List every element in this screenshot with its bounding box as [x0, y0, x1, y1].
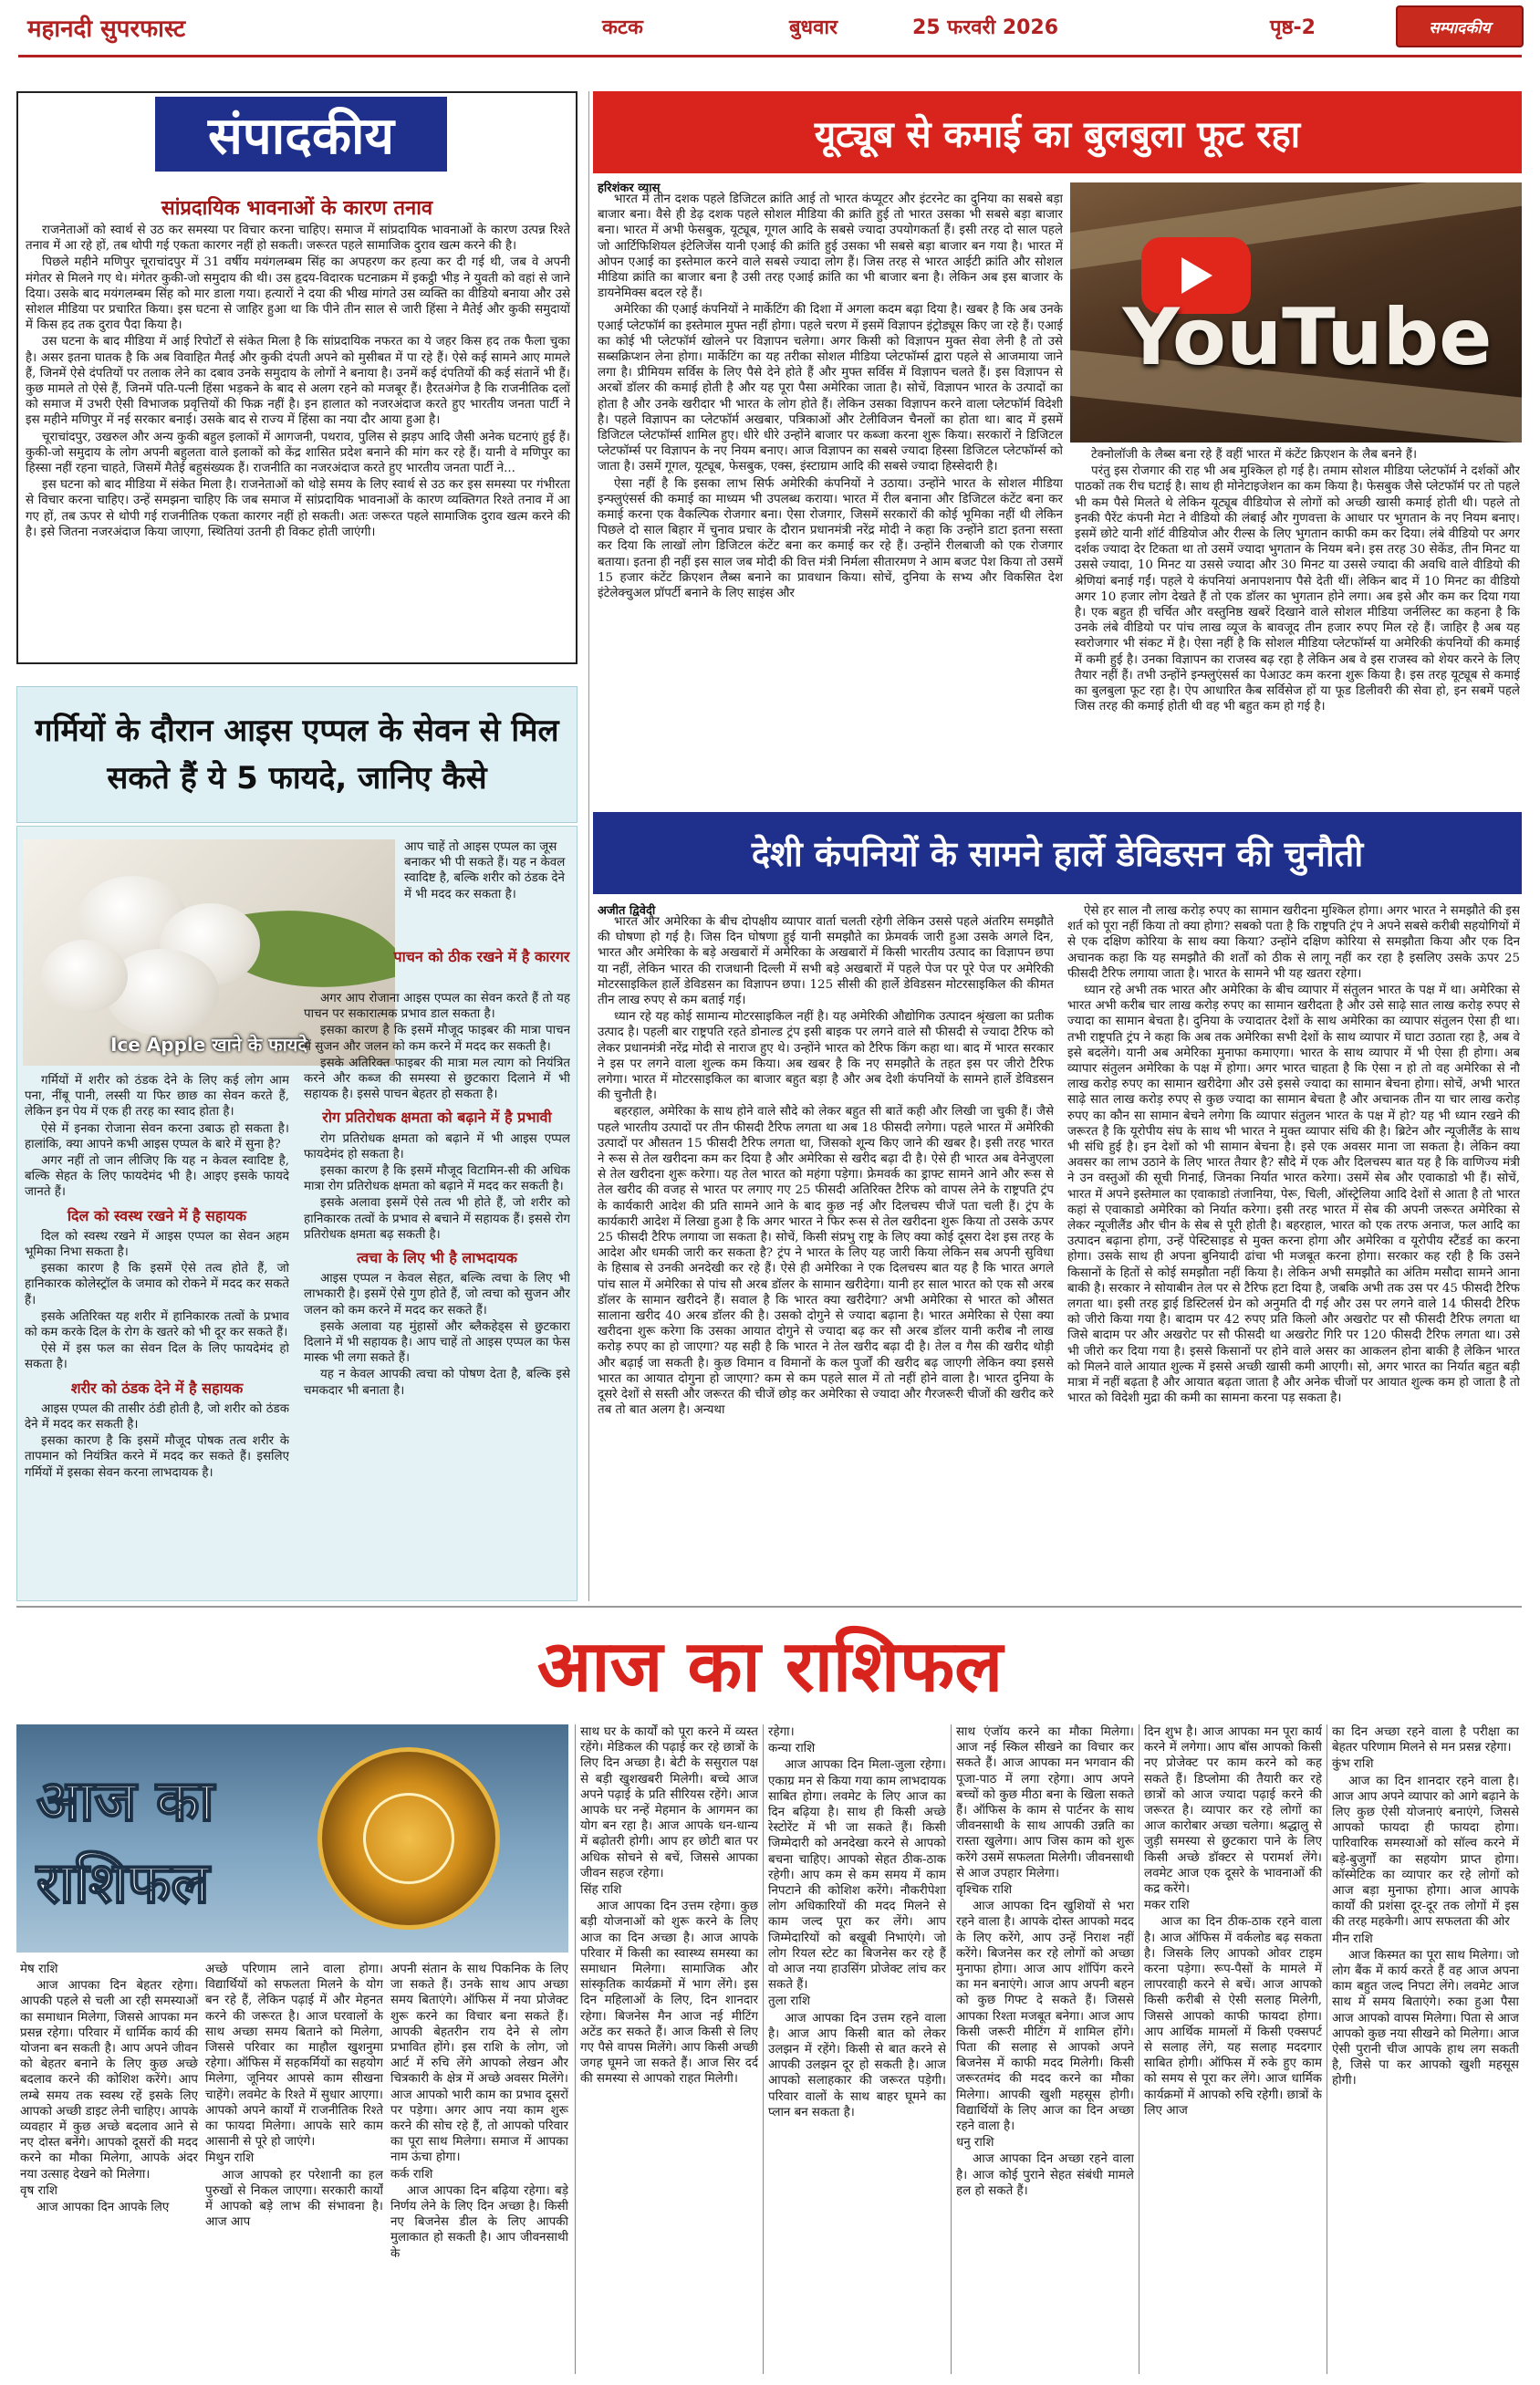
rashi-heading: कुंभ राशि — [1332, 1757, 1374, 1772]
harley-para: ध्यान रहे यह कोई सामान्य मोटरसाइकिल नहीं है। यह अमेरिकी औद्योगिक उत्पादन श्रृंखला का प्रतीक उत्पाद है। पहली बार राष्ट्रपति रहते डोनाल्ड ट्रंप इसी बाइक पर लगने वाले सौ फीसदी से ज्यादा टैरिफ को लेकर प्रधानमंत्री नरेंद्र मोदी से नाराज हुए थे। उन्होंने भारत को टैरिफ किंग कहा था। बाद में भारत सरकार ने इस पर लगने वाला शुल्क कम किया। अब खबर है कि नए समझौते के तहत इस पर जीरो टैरिफ लगेगा। भारत में मोटरसाइकिल का बाजार बहुत बड़ा है और अब देशी कंपनियों के सामने हार्ले डेविडसन की चुनौती है। — [598, 1010, 1054, 1103]
section-badge — [1396, 5, 1524, 47]
iceapple-para: ऐसे में इनका रोजाना सेवन करना उबाऊ हो सकता है। हालांकि, क्या आपने कभी आइस एप्पल के बारे में सुना है? — [25, 1121, 289, 1151]
harley-para: ऐसे हर साल नौ लाख करोड़ रुपए का सामान खरीदना मुश्किल होगा। अगर भारत ने समझौते की इस शर्त को पूरा नहीं किया तो क्या होगा? सबको पता है कि राष्ट्रपति ट्रंप ने अपने सबसे करीबी सहयोगियों में से एक दक्षिण कोरिया के साथ क्या किया? उन्होंने दक्षिण कोरिया से समझौता किया और एक दिन अचानक कहा कि यह समझौते की शर्तों को ठीक से लागू नहीं कर रहा है इसलिए उसके ऊपर 25 फीसदी टैरिफ लगाया जाता है। भारत के सामने भी यह खतरा रहेगा। — [1067, 904, 1520, 981]
rashi-text: अच्छे परिणाम लाने वाला होगा। विद्यार्थियों को सफलता मिलने के योग बन रहे हैं, लेकिन पढ़ाई में और मेहनत करने की जरूरत है। आज घरवालों के साथ अच्छा समय बिताने को मिलेगा, जिससे परिवार का माहौल खुशनुमा रहेगा। ऑफिस में सहकर्मियों का सहयोग मिलेगा, जूनियर आपसे काम सीखना चाहेंगे। लवमेट के रिश्ते में सुधार आएगा। आपको अपने कार्यों में राजनीतिक रिश्ते का फायदा मिलेगा। आपके सारे काम आसानी से पूरे हो जाएंगे। — [205, 1963, 383, 2150]
editorial-masthead-text: संपादकीय — [208, 107, 394, 166]
rashifal-banner: आज का राशिफल — [536, 1626, 1004, 1708]
rashi-heading: मकर राशि — [1144, 1899, 1190, 1913]
rashi-text: आज किस्मत का पूरा साथ मिलेगा। जो लोग बैंक में कार्य करते हैं वह आज अपना काम बहुत जल्द निपटा लेंगे। लवमेट आज साथ में समय बिताएंगे। रुका हुआ पैसा आज आपको वापस मिलेगा। पिता से आज आपको कुछ नया सीखने को मिलेगा। आज ऐसी पुरानी चीज आपके हाथ लग सकती है, जिसे पा कर आपको खुशी महसूस होगी। — [1332, 1948, 1519, 2088]
iceapple-para: अगर नहीं तो जान लीजिए कि यह न केवल स्वादिष्ट है, बल्कि सेहत के लिए फायदेमंद भी है। आइए इसके फायदे जानते हैं। — [25, 1154, 289, 1200]
page-header — [0, 0, 1540, 53]
rashi-text: आज आपका दिन बेहतर रहेगा। आपकी पहले से चली आ रही समस्याओं का समाधान मिलेगा, जिससे आपका मन प्रसन्न रहेगा। परिवार में धार्मिक कार्य की योजना बन सकती है। आप अपने जीवन को बेहतर बनाने के लिए कुछ अच्छे बदलाव करने की कोशिश करेंगे। आप लम्बे समय तक स्वस्थ रहें इसके लिए आपको अच्छी डाइट लेनी चाहिए। आपके व्यवहार में कुछ अच्छे बदलाव आने से नए दोस्त बनेंगे। आपको दूसरों की मदद करने का मौका मिलेगा, आपके अंदर नया उत्साह देखने को मिलेगा। — [20, 1979, 198, 2182]
rashifal-image-line2: राशिफल — [36, 1849, 210, 1916]
iceapple-sub-skin: त्वचा के लिए भी है लाभदायक — [357, 1249, 517, 1267]
iceapple-intro: आप चाहें तो आइस एप्पल का जूस बनाकर भी पी सकते हैं। यह न केवल स्वादिष्ट है, बल्कि शरीर को ठंडक देने में भी मदद कर सकता है। — [404, 840, 566, 901]
harley-para: ध्यान रहे अभी तक भारत और अमेरिका के बीच व्यापार में संतुलन भारत के पक्ष में था। अमेरिका से भारत अभी करीब चार लाख करोड़ रुपए का सामान खरीदता है और उसे साढ़े सात लाख करोड़ रुपए से ज्यादा का सामान बेचता है। दुनिया के ज्यादातर देशों के साथ अमेरिका का व्यापार संतुलन ऐसा ही था। तभी राष्ट्रपति ट्रंप ने कहा कि अब तक अमेरिका सभी देशों के साथ व्यापार में घाटा उठाता रहा है, अब वे इसे बदलेंगे। यानी अब अमेरिका मुनाफा कमाएगा। भारत के साथ व्यापार में भी ऐसा ही होगा। अब व्यापार संतुलन अमेरिका के पक्ष में होगा। अगर भारत चाहता है कि ऐसा न हो तो वह अमेरिका से नौ लाख करोड़ रुपए का सामान खरीदेगा और उसे इससे ज्यादा का सामान बेचना होगा। सोचें, अभी भारत साढ़े सात लाख करोड़ रुपए से कुछ ज्यादा का सामान बेचता है और अचानक तीन या चार लाख करोड़ रुपए का कौन सा सामान बेचने लगेगा कि व्यापार संतुलन भारत के पक्ष में हो? यह भी ध्यान रखने की जरूरत है कि यूरोपीय संघ के साथ भी भारत ने मुक्त व्यापार संधि की है। ब्रिटेन और न्यूजीलैंड के साथ भी संधि हुई है। इन देशों को भी सामान बेचना है। इसे एक अवसर माना जा सकता है। लेकिन क्या अवसर का लाभ उठाने के लिए भारत तैयार है? सौदे में एक और दिलचस्प बात यह है कि वाणिज्य मंत्री ने उन वस्तुओं की सूची गिनाई, जिनका निर्यात भारत करेगा। उसमें सेब और एवाकाडो भी हैं। सोचें, भारत में अपने इस्तेमाल का एवाकाडो तंजानिया, पेरू, चिली, ऑस्ट्रेलिया आदि देशों से आता है तो भारत कहां से एवाकाडो अमेरिका को निर्यात करेगा। इसी तरह भारत में सेब की अपनी जरूरत अमेरिका से लेकर न्यूजीलैंड और चीन के सेब से पूरी होती है। बहरहाल, भारत को एक तरफ अनाज, फल आदि का उत्पादन बढ़ाना होगा, उन्हें पेस्टिसाइड से मुक्त करना होगा और अमेरिका व यूरोपीय स्टैंडर्ड का करना होगा। उसके साथ ही अपना बुनियादी ढांचा भी मजबूत करना होगा। सरकार कह रही है कि उसने किसानों के हितों से कोई समझौता नहीं किया है। लेकिन अभी समझौते का अंतिम मसौदा सामने आना बाकी है। सरकार ने सोयाबीन तेल पर से टैरिफ हटा दिया है, जबकि अभी तक उस पर 45 फीसदी टैरिफ लगता था। इसी तरह ड्राई डिस्टिलर्स ग्रेन को अनुमति दी गई और उस पर लगने वाले 14 फीसदी टैरिफ को जीरो किया गया है। बादाम पर 42 रुपए प्रति किलो और अखरोट पर सौ फीसदी टैरिफ लगता था जिसे बादाम पर और अखरोट पर सौ फीसदी था अखरोट गिरि पर 120 फीसदी टैरिफ लगता था। उसे भी जीरो कर दिया गया है। इससे किसानों पर होने वाले असर का आकलन होना बाकी है लेकिन भारत को मिलने वाले आयात शुल्क में इससे अच्छी खासी कमी आएगी। सो, अगर भारत का निर्यात बहुत बड़ी मात्रा में नहीं बढ़ता है और आयात बढ़ता जाता है और अनेक चीजों पर आयात शुल्क कम हो जाता है तो भारत को विदेशी मुद्रा की कमी का सामना करना पड़ सकता है। — [1067, 984, 1520, 1406]
iceapple-para: इसका कारण है कि इसमें ऐसे तत्व होते हैं, जो हानिकारक कोलेस्ट्रॉल के जमाव को रोकने में मदद कर सकते हैं। — [25, 1262, 289, 1307]
rashifal-col-6 — [956, 1724, 1134, 2372]
editorial-body — [26, 223, 570, 661]
harley-body-right — [1067, 903, 1520, 1600]
editorial-para: इस घटना को बाद मीडिया में संकेत मिला है। राजनेताओं को थोड़े समय के लिए स्वार्थ से उठ कर इस समस्या पर गंभीरता से विचार करना चाहिए। उन्हें समझना चाहिए कि जब समाज में सांप्रदायिक भावनाओं के कारण व्यक्तिगत रिश्ते तनाव में आ गए हों, तब ऊपर से थोपी गई राजनीतिक एकता कारगर नहीं हो सकती। अतः जरूरत पहले सामाजिक दुराव खत्म करने की है। इसे जितना नजरअंदाज किया जाएगा, स्थितियां उतनी ही विकट होती जाएंगी। — [26, 478, 570, 539]
iceapple-headline: गर्मियों के दौरान आइस एप्पल के सेवन से मिल सकते हैं ये 5 फायदे, जानिए कैसे — [35, 713, 559, 797]
iceapple-sub-digestion: पाचन को ठीक रखने में है कारगर — [393, 948, 570, 965]
iceapple-para: रोग प्रतिरोधक क्षमता को बढ़ाने में भी आइस एप्पल फायदेमंद हो सकता है। — [304, 1131, 570, 1161]
youtube-body-left — [598, 192, 1063, 794]
editorial-para: उस घटना के बाद मीडिया में आई रिपोर्टों से संकेत मिला है कि सांप्रदायिक नफरत का ये जहर किस हद तक फैला चुका है। असर इतना घातक है कि अब विवाहित मैतई और कुकी दंपती अपने को मुसीबत में पा रहे हैं। ऐसे कई सामने आए मामले हैं, जिनमें ऐसे दंपतियों पर तलाक लेने का दबाव उनके समुदाय के लोगों ने बनाया है। उनमें कई दंपतियों की कई संतानें भी हैं। कुछ मामले तो ऐसे हैं, जिनमें पति-पत्नी हिंसा भड़कने के बाद से अलग रहने को मजबूर हैं। हैरतअंगेज है कि राजनीतिक दलों को समाज में उभरी ऐसी विभाजक प्रवृत्तियों की फिक्र नहीं है। इन हालात को नजरअंदाज करते हुए भारतीय जनता पार्टी ने इस महीने मणिपुर में नई सरकार बनाई। उसके बाद से राज्य में हिंसा का नया दौर आया हुआ है। — [26, 335, 570, 428]
iceapple-para: इसके अलावा यह मुंहासों और ब्लैकहेड्स से छुटकारा दिलाने में भी सहायक है। आप चाहें तो आइस एप्पल का फेस मास्क भी लगा सकते हैं। — [304, 1319, 570, 1366]
iceapple-para: इसका कारण है कि इसमें मौजूद विटामिन-सी की अधिक मात्रा रोग प्रतिरोधक क्षमता को बढ़ाने में मदद कर सकती है। — [304, 1164, 570, 1194]
youtube-image-text: YouTube — [1122, 292, 1493, 383]
iceapple-sub-heart: दिल को स्वस्थ रखने में है सहायक — [67, 1206, 247, 1224]
iceapple-sub-cooling: शरीर को ठंडक देने में है सहायक — [70, 1379, 244, 1397]
paper-name: महानदी सुपरफास्ट — [27, 16, 186, 43]
rashi-heading: तुला राशि — [768, 1994, 810, 2009]
rashi-text: रहेगा। — [768, 1725, 795, 1739]
rashifal-col-7 — [1144, 1724, 1322, 2372]
rashi-text: दिन शुभ है। आज आपका मन पूरा कार्य करने में लगेगा। आप बॉस आपको किसी नए प्रोजेक्ट पर काम करने को कह सकते हैं। डिप्लोमा की तैयारी कर रहे छात्रों को आज ज्यादा पढ़ाई करने की जरूरत है। व्यापार कर रहे लोगों का आज कारोबार अच्छा चलेगा। श्रद्धालु से जुड़ी समस्या से छुटकारा पाने के लिए किसी अच्छे डॉक्टर से परामर्श लेंगे। लवमेट आज एक दूसरे के भावनाओं की कद्र करेंगे। — [1144, 1725, 1322, 1897]
header-date: 25 फरवरी 2026 — [912, 16, 1059, 39]
iceapple-area — [16, 826, 578, 1601]
editorial-para: पिछले महीने मणिपुर चूराचांदपुर में 31 वर्षीय मयंगलम्बम सिंह का अपहरण कर हत्या कर दी गई थी, जब वे अपनी मंगेतर से मिलने गए थे। मंगेतर कुकी-जो समुदाय की थी। उस हृदय-विदारक घटनाक्रम में इकट्ठी भीड़ ने युवती को वहां से जाने दिया। उसके बाद मयंगलम्बम सिंह को मार डाला गया। हत्यारों ने दया की भीख मांगते उस व्यक्ति का वीडियो बनाया और उसे सोशल मीडिया पर प्रचारित किया। इस घटना से जाहिर हुआ था कि पीने तीन साल से जारी हिंसा ने मैतेई और कुकी समुदायों में किस हद तक दुराव पैदा किया है। — [26, 255, 570, 333]
rashi-heading: मीन राशि — [1332, 1932, 1373, 1946]
header-day: बुधवार — [789, 16, 838, 39]
iceapple-col2 — [304, 991, 570, 1598]
money-band — [1070, 182, 1522, 271]
iceapple-col1 — [25, 1073, 289, 1598]
youtube-byline: हरिशंकर व्यास — [598, 182, 661, 195]
rashifal-separator — [16, 1606, 1522, 1608]
play-triangle-icon — [1181, 257, 1212, 294]
iceapple-para: इसके अतिरिक्त यह शरीर में हानिकारक तत्वों के प्रभाव को कम करके दिल के रोग के खतरे को भी दूर कर सकते हैं। — [25, 1309, 289, 1340]
rashi-heading: कर्क राशि — [390, 2167, 433, 2182]
rashi-heading: कन्या राशि — [768, 1742, 816, 1756]
column-separator — [588, 91, 589, 1601]
iceapple-para: ऐसे में इस फल का सेवन दिल के लिए फायदेमंद हो सकता है। — [25, 1342, 289, 1372]
youtube-image — [1070, 182, 1522, 443]
rashi-text: आज आपको हर परेशानी का हल पुरुखों से निकल जाएगा। सरकारी कार्यों में आपको बड़े लाभ की संभावना है। आज आप — [205, 2168, 383, 2230]
rashi-text: आज आपका दिन उत्तम रहेगा। कुछ बड़ी योजनाओं को शुरू करने के लिए आज का दिन अच्छा है। आज आपके परिवार में किसी का स्वास्थ्य समस्या का समाधान मिलेगा। सामाजिक और सांस्कृतिक कार्यक्रमों में भाग लेंगे। इस दिन महिलाओं के लिए, दिन शानदार रहेगा। बिजनेस मैन आज नई मीटिंग अटेंड कर सकते हैं। आज किसी से लिए गए पैसे वापस मिलेंगे। आप किसी अच्छी जगह घूमने जा सकते हैं। आज सिर दर्द की समस्या से आपको राहत मिलेगी। — [580, 1900, 758, 2087]
rashifal-image-line1: आज का — [36, 1767, 214, 1834]
rashi-text: आज का दिन शानदार रहने वाला है। आज आप अपने व्यापार को आगे बढ़ाने के लिए कुछ ऐसी योजनाएं बनाएंगे, जिससे आपको फायदा ही फायदा होगा। पारिवारिक समस्याओं को सॉल्व करने में बड़े-बुजुर्गों का सहयोग प्राप्त होगा। कॉस्मेटिक का व्यापार कर रहे लोगों को आज बड़ा मुनाफा होगा। आज आपके कार्यों की प्रशंसा दूर-दूर तक लोगों में इस की तरह महकेगी। आप सफलता की ओर — [1332, 1774, 1519, 1930]
rashifal-col-4 — [580, 1724, 758, 2372]
rashi-heading: वृश्चिक राशि — [956, 1883, 1013, 1898]
editorial-subhead: सांप्रदायिक भावनाओं के कारण तनाव — [161, 197, 433, 220]
rashifal-col-1 — [20, 1962, 198, 2372]
rashi-text: आज आपका दिन आपके लिए — [36, 2201, 170, 2215]
rashifal-col-rule — [763, 1724, 764, 2374]
rashi-text: आज आपका दिन बढ़िया रहेगा। बड़े निर्णय लेने के लिए दिन अच्छा है। किसी नए बिजनेस डील के लिए आपकी मुलाकात हो सकती है। आप जीवनसाथी के — [390, 2183, 568, 2261]
youtube-headline-box — [593, 91, 1522, 173]
harley-body-left — [598, 914, 1054, 1600]
iceapple-para: दिल को स्वस्थ रखने में आइस एप्पल का सेवन अहम भूमिका निभा सकता है। — [25, 1229, 289, 1260]
rashi-text: आज आपका दिन मिला-जुला रहेगा। एकाग्र मन से किया गया काम लाभदायक साबित होगा। लवमेट के लिए आज का दिन बढ़िया है। साथ ही किसी अच्छे रेस्टोरेंट में भी जा सकते हैं। किसी जिम्मेदारी को अनदेखा करने से आपको बचना चाहिए। आपको सेहत ठीक-ठाक रहेगी। आप कम से कम समय में काम निपटाने की कोशिश करेंगे। नौकरीपेशा लोग अधिकारियों की मदद मिलने से काम जल्द पूरा कर लेंगे। आप जिम्मेदारियों को बखूबी निभाएंगे। जो लोग रियल स्टेट का बिजनेस कर रहे हैं वो आज नया हाउसिंग प्रोजेक्ट लांच कर सकते हैं। — [768, 1758, 946, 1993]
iceapple-para: इसके अलावा इसमें ऐसे तत्व भी होते हैं, जो शरीर को हानिकारक तत्वों के प्रभाव से बचाने में सहायक हैं। इससे रोग प्रतिरोधक क्षमता बढ़ सकती है। — [304, 1196, 570, 1242]
fruit-shape — [41, 940, 128, 1013]
rashi-heading: वृष राशि — [20, 2183, 57, 2198]
rashi-text: आज आपका दिन खुशियों से भरा रहने वाला है। आपके दोस्त आपको मदद के लिए करेंगे, आप उन्हें निराश नहीं करेंगे। बिजनेस कर रहे लोगों को अच्छा मुनाफा होगा। आज आप शॉपिंग करने का मन बनाएंगे। आज आप अपनी बहन को कुछ गिफ्ट दे सकते हैं। जिससे आपका रिश्ता मजबूत बनेगा। आज आप किसी जरूरी मीटिंग में शामिल होंगे। पिता की सलाह से आपको अपने बिजनेस में काफी मदद मिलेगी। किसी जरूरतमंद की मदद करने का मौका मिलेगा। आपकी खुशी महसूस होगी। विद्यार्थियों के लिए आज का दिन अच्छा रहने वाला है। — [956, 1900, 1134, 2134]
iceapple-para: इसका कारण है कि इसमें मौजूद फाइबर की मात्रा पाचन में सुजन और जलन को कम करने में मदद कर सकती है। — [304, 1024, 570, 1054]
rashifal-col-3 — [390, 1962, 568, 2372]
harley-para: बहरहाल, अमेरिका के साथ होने वाले सौदे को लेकर बहुत सी बातें कही और लिखी जा चुकी हैं। जैसे पहले भारतीय उत्पादों पर तीन फीसदी टैरिफ लगता था अब 18 फीसदी लगेगा। पहले भारत में अमेरिकी उत्पादों पर औसतन 15 फीसदी टैरिफ लगता था, जिसको शून्य किए जाने की खबर है। इसी तरह भारत ने रूस से तेल खरीदना कम कर दिया है और अमेरिका से खरीद बढ़ा दी है। ऐसे ही भारत अब वेनेजुएला से तेल खरीदना शुरू करेगा। यह तेल भारत को महंगा पड़ेगा। फ्रेमवर्क का ड्राफ्ट सामने आने और रूस से तेल खरीद की वजह से भारत पर लगाए गए 25 फीसदी अतिरिक्त टैरिफ को वापस लेने के राष्ट्रपति ट्रंप के कार्यकारी आदेश की प्रति सामने आने के बाद कुछ नई और दिलचस्प चीजें पता चली हैं। ट्रंप के कार्यकारी आदेश में लिखा हुआ है कि अगर भारत ने फिर रूस से तेल खरीदना शुरू किया तो उसके ऊपर 25 फीसदी टैरिफ लगाया जा सकता है। सोचें, किसी संप्रभु राष्ट्र के लिए क्या कोई दूसरा देश इस तरह के आदेश और धमकी जारी कर सकता है? ट्रंप ने भारत के लिए यह जारी किया लेकिन सब अपनी सुविधा के हिसाब से उनकी अनदेखी कर रहे हैं। ऐसे ही अमेरिका ने एक दिलचस्प बात यह है कि भारत अगले पांच साल में अमेरिका से पांच सौ अरब डॉलर के सामान खरीदेगा। यानी हर साल भारत को एक सौ अरब डॉलर के सामान खरीदने हैं। सवाल है कि भारत क्या खरीदेगा? अभी अमेरिका से भारत को औसत सालाना खरीद 40 अरब डॉलर की है। उसको दोगुने से ज्यादा बढ़ाना है। भारत अमेरिका से ऐसा क्या खरीदना शुरू करेगा कि उसका आयात दोगुने से ज्यादा बढ़ कर सौ अरब डॉलर यानी करीब नौ लाख करोड़ रुपए का हो जाएगा? यह सही है कि भारत ने तेल खरीद बढ़ा दी है। तेल व गैस की खरीद थोड़ी और बढ़ाई जा सकती है। कुछ विमान व विमानों के कल पुर्जों की खरीद बढ़ जाएगी लेकिन क्या इससे भारत का आयात दोगुना हो जाएगा? कम से कम पहले साल में तो नहीं होने वाला है। भारत दुनिया के दूसरे देशों से सस्ती और जरूरत की चीजें छोड़ कर अमेरिका से ज्यादा और गैरजरूरी चीजों की खरीद करे तब तो बात अलग है। अन्यथा — [598, 1105, 1054, 1418]
iceapple-para: यह न केवल आपकी त्वचा को पोषण देता है, बल्कि इसे चमकदार भी बनाता है। — [304, 1368, 570, 1398]
iceapple-headline-box — [16, 686, 578, 823]
rashi-text: अपनी संतान के साथ पिकनिक के लिए जा सकते हैं। उनके साथ आप अच्छा समय बिताएंगे। ऑफिस में नया प्रोजेक्ट शुरू करने का विचार बना सकते हैं। आपकी बेहतरीन राय देने से लोग प्रभावित होंगे। इस राशि के लोग, जो आर्ट में रुचि लेंगे आपको लेखन और चित्रकारी के क्षेत्र में अच्छे अवसर मिलेंगे। आज आपको भारी काम का प्रभाव दूसरों पर पड़ेगा। अगर आप नया काम शुरू करने की सोच रहे हैं, तो आपको परिवार का पूरा साथ मिलेगा। समाज में आपका नाम ऊंचा होगा। — [390, 1963, 568, 2165]
rashifal-col-5 — [768, 1724, 946, 2372]
rashifal-col-8 — [1332, 1724, 1519, 2372]
rashi-heading: सिंह राशि — [580, 1883, 622, 1898]
youtube-para: परंतु इस रोजगार की राह भी अब मुश्किल हो गई है। तमाम सोशल मीडिया प्लेटफॉर्म ने दर्शकों और पाठकों तक रीच घटाई है। साथ ही मोनेटाइजेशन का कम किया है। फेसबुक जैसे प्लेटफॉर्म पर तो पहले भी कम पैसे मिलते थे लेकिन यूट्यूब वीडियोज से लोगों को अच्छी खासी कमाई होती थी। पहले तो इनकी पैरेंट कंपनी मेटा ने वीडियो की लंबाई और गुणवत्ता के आधार पर भुगतान के नए नियम बनाए। इसमें छोटे यानी शॉर्ट वीडियोज और रील्स के लिए भुगतान काफी कम कर दिया। लंबे वीडियो पर अगर दर्शक ज्यादा देर टिकता था तो उसमें ज्यादा भुगतान के नियम बने। इस तरह 30 सेकेंड, तीन मिनट या उससे ज्यादा, 10 मिनट या उससे ज्यादा और 30 मिनट या उससे ज्यादा की अवधि वाले वीडियो की श्रेणियां बनाई गईं। पहले ये कंपनियां अनापशनाप पैसे देती थीं। लेकिन बाद में 10 मिनट का वीडियो अगर 10 हजार लोग देखते हैं तो एक डॉलर का भुगतान होने लगा। अब इसे और कम कर दिया गया है। एक बहुत ही चर्चित और वस्तुनिष्ठ खबरें दिखाने वाले सोशल मीडिया जर्नलिस्ट का कहना है कि उनके लंबे वीडियो पर पांच लाख व्यूज के बावजूद तीन हजार रुपए मिल रहे हैं। जाहिर है अब यह स्वरोजगार भी संकट में है। ऐसा नहीं है कि सोशल मीडिया प्लेटफॉर्म्स या अमेरिकी कंपनियों की कमाई में कमी हुई है। उनका विज्ञापन का राजस्व बढ़ रहा है लेकिन अब वे इस राजस्व को शेयर करने के लिए तैयार नहीं हैं। तभी उन्होंने इन्फ्लुएंसर्स का पेआउट कम करना शुरू किया है। इस तरह यूट्यूब से कमाई का बुलबुला फूट रहा है। ऐप आधारित कैब सर्विसेज हों या फूड डिलीवरी की सेवा हो, इन सबमें पहले जिस तरह की कमाई होती थी वह भी बहुत कम हो गई है। — [1075, 464, 1520, 714]
youtube-body-right — [1075, 447, 1520, 794]
harley-headline-box — [593, 812, 1522, 894]
iceapple-para: अगर आप रोजाना आइस एप्पल का सेवन करते हैं तो यह पाचन पर सकारात्मक प्रभाव डाल सकता है। — [304, 992, 570, 1022]
editorial-box — [16, 91, 578, 664]
iceapple-para: आइस एप्पल न केवल सेहत, बल्कि त्वचा के लिए भी लाभकारी है। इसमें ऐसे गुण होते हैं, जो त्वचा को सुजन और जलन को कम करने में मदद कर सकते हैं। — [304, 1272, 570, 1317]
editorial-masthead — [155, 97, 447, 172]
youtube-headline: यूट्यूब से कमाई का बुलबुला फूट रहा — [814, 113, 1301, 156]
header-rule — [18, 55, 1522, 57]
rashifal-col-rule — [575, 1724, 576, 2374]
youtube-para: ऐसा नहीं है कि इसका लाभ सिर्फ अमेरिकी कंपनियों ने उठाया। उन्होंने भारत के सोशल मीडिया इन्फ्लुएंसर्स की कमाई का माध्यम भी उपलब्ध कराया। भारत में रील बनाना और डिजिटल कंटेंट बना कर कमाई करना एक वैकल्पिक रोजगार बना। ऐसा रोजगार, जिसमें सरकारों की कोई भूमिका नहीं थी लेकिन पिछले दो साल बिहार में चुनाव प्रचार के दौरान प्रधानमंत्री नरेंद्र मोदी ने कहा कि उन्होंने डाटा इतना सस्ता कर दिया कि लाखों लोग डिजिटल कंटेंट बना कर कमाई कर रहे हैं। उन्होंने रीलबाजी को एक रोजगार बताया। इतना ही नहीं इस साल जब मोदी की वित्त मंत्री निर्मला सीतारमण ने आम बजट पेश किया तो उसमें 15 हजार कंटेंट क्रिएशन लैब्स बनाने का प्रावधान किया। सोचें, दुनिया के सभ्य और विकसित देश इंटेलेक्चुअल प्रॉपर्टी बनाने के लिए साइंस और — [598, 476, 1063, 601]
editorial-para: चूराचांदपुर, उखरुल और अन्य कुकी बहुल इलाकों में आगजनी, पथराव, पुलिस से झड़प आदि जैसी अनेक घटनाएं हुई हैं। कुकी-जो समुदाय के लोग अपनी बहुलता वाले इलाकों को केंद्र शासित प्रदेश बनाने की मांग कर रहे हैं। यानी वे मणिपुर का हिस्सा नहीं रहना चाहते, जिसमें मैतेई बहुसंख्यक हैं। राजनीति का नजरअंदाज करते हुए भारतीय जनता पार्टी ने... — [26, 430, 570, 476]
rashi-heading: मिथुन राशि — [205, 2151, 255, 2166]
rashi-text: साथ घर के कार्यों को पूरा करने में व्यस्त रहेंगे। मेडिकल की पढ़ाई कर रहे छात्रों के लिए दिन अच्छा है। बेटी के ससुराल पक्ष से बड़ी खुशखबरी मिलेगी। बच्चे आज अपने पढ़ाई के प्रति सीरियस रहेंगे। आज आपके घर नन्हें मेहमान के आगमन का योग बन रहा है। आज आपके धन-धान्य में बढ़ोतरी होगी। आप हर छोटी बात पर अधिक सोचने से बचें, जिससे आपका जीवन सहज रहेगा। — [580, 1725, 758, 1880]
iceapple-para: इसके अतिरिक्त फाइबर की मात्रा मल त्याग को नियंत्रित करने और कब्ज की समस्या से छुटकारा दिलाने में भी सहायक है। इससे पाचन बेहतर हो सकता है। — [304, 1056, 570, 1102]
iceapple-para: गर्मियों में शरीर को ठंडक देने के लिए कई लोग आम पना, नींबू पानी, लस्सी या फिर छाछ का सेवन करते हैं, लेकिन इन पेय में एक ही तरह का स्वाद होता है। — [25, 1074, 289, 1120]
rashi-text: आज का दिन ठीक-ठाक रहने वाला है। आज ऑफिस में वर्कलोड बढ़ सकता है। जिसके लिए आपको ओवर टाइम करना पड़ेगा। रूप-पैसों के मामले में लापरवाही करने से बचें। आज आपको किसी करीबी से ऐसी सलाह मिलेगी, जिससे आपको काफी फायदा होगा। आप आर्थिक मामलों में किसी एक्सपर्ट से सलाह लेंगे, यह सलाह मददगार साबित होगी। ऑफिस में रुके हुए काम को समय से पूरा कर लेंगे। आज धार्मिक कार्यक्रमों में आपको रुचि रहेगी। छात्रों के लिए आज — [1144, 1915, 1322, 2118]
rashifal-image — [16, 1724, 568, 1953]
editorial-para: राजनेताओं को स्वार्थ से उठ कर समस्या पर विचार करना चाहिए। समाज में सांप्रदायिक भावनाओं के कारण उत्पन्न रिश्ते तनाव में आ रहे हों, तब थोपी गई एकता कारगर नहीं हो सकती। जरूरत पहले सामाजिक दुराव खत्म करने की है। — [26, 224, 570, 254]
zodiac-inner-ring — [363, 1793, 454, 1884]
youtube-para: भारत में तीन दशक पहले डिजिटल क्रांति आई तो भारत कंप्यूटर और इंटरनेट का दुनिया का सबसे बड़ा बाजार बना। वैसे ही डेढ़ दशक पहले सोशल मीडिया की क्रांति हुई तो भारत उसका भी सबसे बड़ा बाजार बना। भारत में अभी फेसबुक, यूट्यूब, गूगल आदि के सबसे ज्यादा उपयोगकर्ता हैं। इसी तरह दो साल पहले जो आर्टिफिशियल इंटेलिजेंस यानी एआई की क्रांति हुई उसका भी सबसे बड़ा बाजार बन गया है। भारत में ओपन एआई का इस्तेमाल करने वाले सबसे ज्यादा लोग हैं। जिस तरह से भारत आईटी क्रांति और सोशल मीडिया क्रांति का बाजार बना है उसी तरह एआई क्रांति का भी बाजार बना है। लेकिन अब इस बाजार के डायनेमिक्स बदल रहे हैं। — [598, 193, 1063, 301]
iceapple-sub-immunity: रोग प्रतिरोधक क्षमता को बढ़ाने में है प्रभावी — [322, 1109, 552, 1127]
rashi-text: का दिन अच्छा रहने वाला है परीक्षा का बेहतर परिणाम मिलने से मन प्रसन्न रहेगा। — [1332, 1725, 1519, 1755]
iceapple-image-caption: Ice Apple खाने के फायदे — [109, 1034, 308, 1056]
harley-byline: अजीत द्विवेदी — [598, 904, 656, 918]
rashi-text: आज आपका दिन उत्तम रहने वाला है। आज आप किसी बात को लेकर उलझन में रहेंगे। किसी से बात करने से आपकी उलझन दूर हो सकती है। आज आपको सलाहकार की जरूरत पड़ेगी। परिवार वालों के साथ बाहर घूमने का प्लान बन सकता है। — [768, 2011, 946, 2119]
rashifal-col-2 — [205, 1962, 383, 2372]
rashi-heading: धनु राशि — [956, 2136, 994, 2151]
rashi-text: साथ एंजॉय करने का मौका मिलेगा। आज नई स्किल सीखने का विचार कर सकते हैं। आज आपका मन भगवान की पूजा-पाठ में लगा रहेगा। आप अपने बच्चों को कुछ मीठा बना के खिला सकते हैं। ऑफिस के काम से पार्टनर के साथ जीवनसाथी के साथ आपकी उन्नति का रास्ता खुलेगा। आप जिस काम को शुरू करेंगे उसमें सफलता मिलेगी। जीवनसाथी से आज उपहार मिलेगा। — [956, 1725, 1134, 1880]
iceapple-para: आइस एप्पल की तासीर ठंडी होती है, जो शरीर को ठंडक देने में मदद कर सकती है। — [25, 1401, 289, 1432]
youtube-para: टेक्नोलॉजी के लैब्स बना रहे हैं वहीं भारत में कंटेंट क्रिएशन के लैब बनने हैं। — [1091, 448, 1418, 462]
section-badge-label: सम्पादकीय — [1429, 18, 1491, 37]
iceapple-para: इसका कारण है कि इसमें मौजूद पोषक तत्व शरीर के तापमान को नियंत्रित करने में मदद कर सकते हैं। इसलिए गर्मियों में इसका सेवन करना लाभदायक है। — [25, 1434, 289, 1480]
rashi-heading: मेष राशि — [20, 1963, 58, 1976]
youtube-para: अमेरिका की एआई कंपनियों ने मार्केटिंग की दिशा में अगला कदम बढ़ा दिया है। खबर है कि अब उनके एआई प्लेटफॉर्म का इस्तेमाल मुफ्त नहीं होगा। पहले चरण में इसमें विज्ञापन इंट्रोड्यूस किए जा रहे हैं। एआई का कोई भी प्लेटफॉर्म खोलने पर विज्ञापन चलेगा। अगर किसी को विज्ञापन मुक्त सेवा लेनी है तो उसे सब्सक्रिप्शन लेना होगा। मार्केटिंग का यह तरीका सोशल मीडिया प्लेटफॉर्म्स द्वारा पहले से आजमाया जाने लगा है। प्रीमियम सर्विस के लिए पैसे देने होते हैं और मुफ्त सर्विस में विज्ञापन चलते हैं। इस विज्ञापन से अरबों डॉलर की कमाई होती है और यह पूरा पैसा अमेरिका जाता है। सोचें, विज्ञापन भारत के उत्पादों का होता है और उनके खरीदार भी भारत के लोग होते हैं। लेकिन उसका विज्ञापन करने वाला प्लेटफॉर्म विदेशी है। पहले विज्ञापन का प्लेटफॉर्म अखबार, पत्रिकाओं और टेलीविजन चैनलों का होता था। बाद में इसमें डिजिटल प्लेटफॉर्म्स शामिल हुए। धीरे धीरे उन्होंने बाजार पर कब्जा करना शुरू किया। सरकारों ने डिजिटल प्लेटफॉर्म्स पर विज्ञापन के नए नियम बनाए। आज विज्ञापन का सबसे ज्यादा हिस्सा डिजिटल प्लेटफॉर्म्स को जाता है। उसमें गूगल, यूट्यूब, फेसबुक, एक्स, इंस्टाग्राम आदि की सबसे ज्यादा हिस्सेदारी है। — [598, 303, 1063, 474]
rashifal-col-rule — [951, 1724, 952, 2374]
header-city: कटक — [602, 16, 643, 39]
harley-para: भारत और अमेरिका के बीच दोपक्षीय व्यापार वार्ता चलती रहेगी लेकिन उससे पहले अंतरिम समझौते की घोषणा हो गई है। जिस दिन घोषणा हुई यानी समझौते का फ्रेमवर्क जारी हुआ उसके अगले दिन, भारत और अमेरिका के बड़े अखबारों में अमेरिका के अखबारों में किसी भारतीय उत्पाद का विज्ञापन छपा या नहीं, लेकिन भारत की राजधानी दिल्ली में सभी बड़े अखबारों में पहले पेज पर पूरे पेज पर अमेरिकी मोटरसाइकिल हार्ले डेविडसन का विज्ञापन छपा। 125 सीसी की हार्ले डेविडसन मोटरसाइकिल की कीमत तीन लाख रुपए से कम बताई गई। — [598, 915, 1054, 1008]
header-page: पृष्ठ-2 — [1270, 16, 1316, 39]
rashi-text: आज आपका दिन अच्छा रहने वाला है। आज कोई पुराने सेहत संबंधी मामले हल हो सकते हैं। — [956, 2152, 1134, 2198]
harley-headline: देशी कंपनियों के सामने हार्ले डेविडसन की चुनौती — [751, 834, 1364, 874]
